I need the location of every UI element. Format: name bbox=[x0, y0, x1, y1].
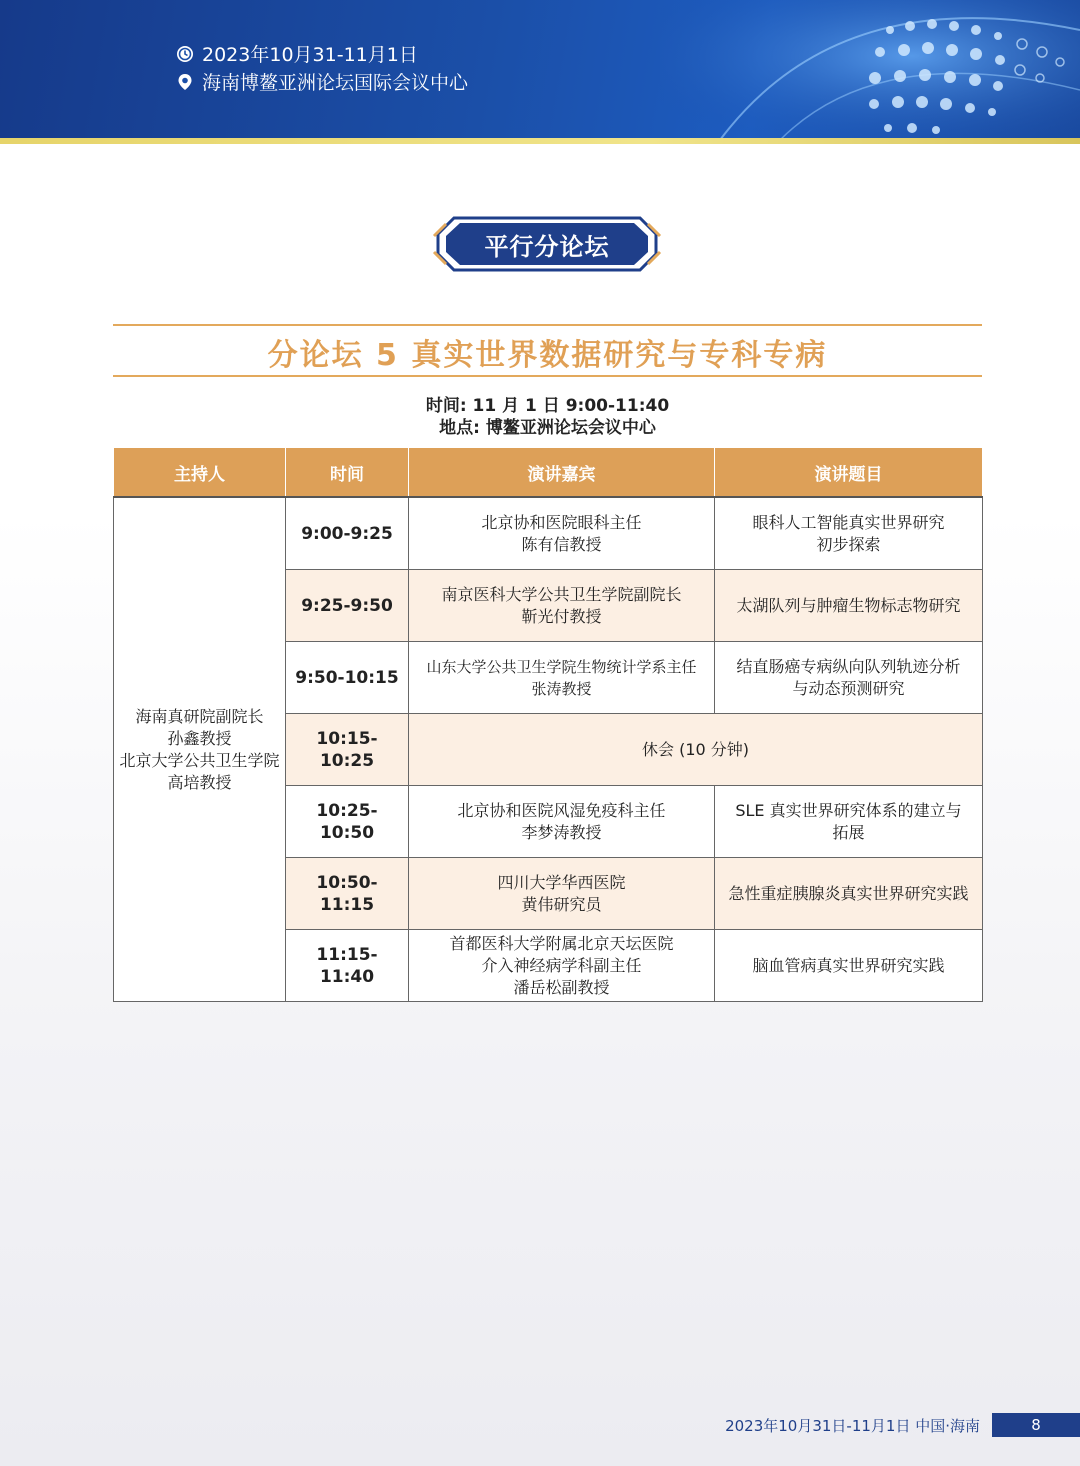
topic-cell bbox=[715, 858, 983, 930]
time-cell: 10:15-10:25 bbox=[286, 714, 409, 786]
topic-line: SLE 真实世界研究体系的建立与 bbox=[735, 800, 962, 820]
speaker-line: 黄伟研究员 bbox=[521, 894, 602, 914]
table-row bbox=[114, 497, 983, 570]
speaker-line: 靳光付教授 bbox=[521, 606, 602, 626]
topic-line: 太湖队列与肿瘤生物标志物研究 bbox=[736, 595, 961, 615]
forum-place: 地点: 博鳌亚洲论坛会议中心 bbox=[439, 418, 656, 438]
speaker-cell bbox=[409, 570, 715, 642]
host-line: 孙鑫教授 bbox=[167, 728, 232, 748]
host-cell bbox=[114, 497, 286, 1002]
time-cell: 9:00-9:25 bbox=[286, 497, 409, 570]
speaker-line: 介入神经病学科副主任 bbox=[481, 955, 642, 975]
title-top-rule bbox=[113, 324, 982, 326]
venue-text: 海南博鳌亚洲论坛国际会议中心 bbox=[202, 72, 469, 94]
topic-cell bbox=[715, 570, 983, 642]
speaker-cell bbox=[409, 858, 715, 930]
table-header-row bbox=[114, 448, 983, 498]
topic-line: 与动态预测研究 bbox=[792, 678, 905, 698]
title-bottom-rule bbox=[113, 375, 982, 377]
topic-line: 拓展 bbox=[832, 822, 865, 842]
speaker-line: 首都医科大学附属北京天坛医院 bbox=[449, 933, 674, 953]
speaker-line: 潘岳松副教授 bbox=[513, 977, 610, 997]
speaker-cell bbox=[409, 642, 715, 714]
time-cell: 10:50-11:15 bbox=[286, 858, 409, 930]
speaker-line: 陈有信教授 bbox=[521, 534, 602, 554]
topic-line: 脑血管病真实世界研究实践 bbox=[752, 955, 945, 975]
time-cell: 9:25-9:50 bbox=[286, 570, 409, 642]
speaker-line: 四川大学华西医院 bbox=[497, 872, 626, 892]
topic-cell bbox=[715, 642, 983, 714]
speaker-cell bbox=[409, 930, 715, 1002]
speaker-cell bbox=[409, 786, 715, 858]
header-stripe bbox=[0, 138, 1080, 144]
section-badge bbox=[432, 214, 662, 274]
host-line: 高培教授 bbox=[167, 772, 232, 792]
forum-time: 时间: 11 月 1 日 9:00-11:40 bbox=[425, 396, 670, 416]
header-speaker: 演讲嘉宾 bbox=[409, 448, 715, 498]
forum-title: 分论坛 5 真实世界数据研究与专科专病 bbox=[267, 338, 828, 373]
topic-line: 眼科人工智能真实世界研究 bbox=[752, 512, 945, 532]
footer-date-place: 2023年10月31日-11月1日 中国·海南 bbox=[725, 1417, 980, 1435]
speaker-cell bbox=[409, 497, 715, 570]
date-text: 2023年10月31-11月1日 bbox=[202, 44, 418, 66]
clock-icon bbox=[176, 45, 194, 63]
speaker-line: 北京协和医院风湿免疫科主任 bbox=[457, 800, 666, 820]
topic-line: 初步探索 bbox=[816, 534, 881, 554]
topic-cell bbox=[715, 930, 983, 1002]
header-banner bbox=[0, 0, 1080, 140]
host-line: 海南真研院副院长 bbox=[135, 706, 264, 726]
speaker-line: 山东大学公共卫生学院生物统计学系主任 bbox=[426, 657, 697, 676]
speaker-line: 北京协和医院眼科主任 bbox=[481, 512, 642, 532]
speaker-line: 南京医科大学公共卫生学院副院长 bbox=[441, 584, 682, 604]
topic-cell bbox=[715, 786, 983, 858]
date-info bbox=[176, 40, 418, 67]
location-pin-icon bbox=[176, 73, 194, 91]
time-cell: 10:25-10:50 bbox=[286, 786, 409, 858]
speaker-line: 张涛教授 bbox=[531, 679, 592, 698]
topic-cell bbox=[715, 497, 983, 570]
page-number: 8 bbox=[992, 1413, 1080, 1437]
header-topic: 演讲题目 bbox=[715, 448, 983, 498]
topic-line: 急性重症胰腺炎真实世界研究实践 bbox=[728, 883, 969, 903]
header-host: 主持人 bbox=[114, 448, 286, 498]
time-cell: 11:15-11:40 bbox=[286, 930, 409, 1002]
time-cell: 9:50-10:15 bbox=[286, 642, 409, 714]
badge-label: 平行分论坛 bbox=[484, 232, 610, 261]
host-line: 北京大学公共卫生学院 bbox=[119, 750, 280, 770]
venue-info bbox=[176, 68, 468, 95]
topic-line: 结直肠癌专病纵向队列轨迹分析 bbox=[736, 656, 961, 676]
header-time: 时间 bbox=[286, 448, 409, 498]
break-cell: 休会 (10 分钟) bbox=[409, 714, 983, 786]
speaker-line: 李梦涛教授 bbox=[521, 822, 602, 842]
schedule-table bbox=[113, 447, 983, 1002]
globe-decoration bbox=[660, 0, 1080, 140]
